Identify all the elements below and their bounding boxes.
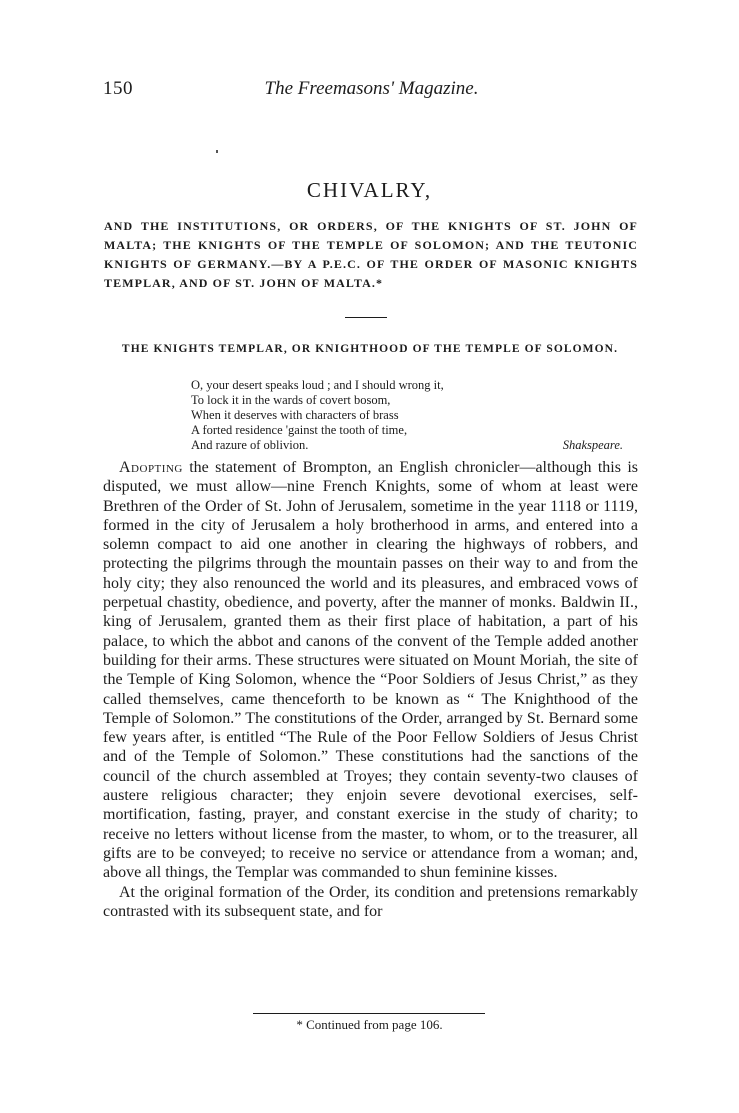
- paragraph-text: the statement of Brompton, an English chronicler—although this is disputed, we must allow—nine French Knights, some of whom at least were Brethren of the Order of St. John of Jerusalem, sometime in the year 1118 or 1119, formed in the city of Jerusalem a holy brotherhood in arms, and entered into a solemn compact to aid one another in clearing the highways of robbers, and protecting the pilgrims through the mountain passes on their way to and from the holy city; they also renounced the world and its pleasures, and embraced vows of perpetual chastity, obedience, and poverty, after the manner of monks. Baldwin II., king of Jerusalem, granted them as their first place of habitation, a part of his palace, to which the abbot and canons of the convent of the Temple added another building for their arms. These structures were situated on Mount Moriah, the site of the Temple of King Solomon, whence the “Poor Soldiers of Jesus Christ,” as they called themselves, came thenceforth to be known as “ The Knighthood of the Temple of Solomon.” The constitutions of the Order, arranged by St. Bernard some few years after, is entitled “The Rule of the Poor Fellow Soldiers of Jesus Christ and of the Temple of Solomon.” These constitutions had the sanctions of the council of the church assembled at Troyes; they contain seventy-two clauses of austere religious character; they enjoin severe devotional exercises, self-mortification, fasting, prayer, and constant exercise in the study of charity; to receive no letters without license from the master, to whom, or to the treasurer, all gifts are to be conveyed; to receive no service or attendance from a woman; and, above all things, the Templar was commanded to shun feminine kisses.: [103, 459, 638, 882]
- body-paragraph: [103, 458, 638, 883]
- print-speck: [216, 150, 218, 153]
- page-number: 150: [103, 78, 133, 99]
- footnote-divider: [253, 1013, 485, 1014]
- epigraph-line: To lock it in the wards of covert bosom,: [191, 393, 391, 407]
- epigraph-line: [191, 438, 623, 453]
- page-header: [103, 78, 640, 102]
- epigraph-line-text: And razure of oblivion.: [191, 438, 309, 452]
- section-divider: [345, 317, 387, 318]
- footnote: * Continued from page 106.: [296, 1017, 443, 1032]
- running-title: The Freemasons' Magazine.: [264, 78, 479, 99]
- epigraph-attribution: Shakspeare.: [562, 438, 623, 452]
- section-heading: THE KNIGHTS TEMPLAR, OR KNIGHTHOOD OF THE TEMPLE OF SOLOMON.: [121, 343, 619, 355]
- epigraph-line: When it deserves with characters of brass: [191, 408, 399, 422]
- article-body: [103, 458, 638, 921]
- epigraph-line: O, your desert speaks loud ; and I should wrong it,: [191, 378, 444, 392]
- body-paragraph: At the original formation of the Order, its condition and pretensions remarkably contrasted with its subsequent state, and for: [103, 883, 638, 920]
- paragraph-lead-word: Adopting: [119, 459, 183, 476]
- epigraph-line: A forted residence 'gainst the tooth of time,: [191, 423, 408, 437]
- article-title: CHIVALRY,: [306, 178, 433, 202]
- epigraph-verse: [191, 378, 623, 453]
- article-subtitle: AND THE INSTITUTIONS, OR ORDERS, OF THE KNIGHTS OF ST. JOHN OF MALTA; THE KNIGHTS OF THE TEMPLE OF SOLOMON; AND THE TEUTONIC KNIGHTS OF GERMANY.—BY A P.E.C. OF THE ORDER OF MASONIC KNIGHTS TEMPLAR, AND OF ST. JOHN OF MALTA.*: [104, 219, 638, 290]
